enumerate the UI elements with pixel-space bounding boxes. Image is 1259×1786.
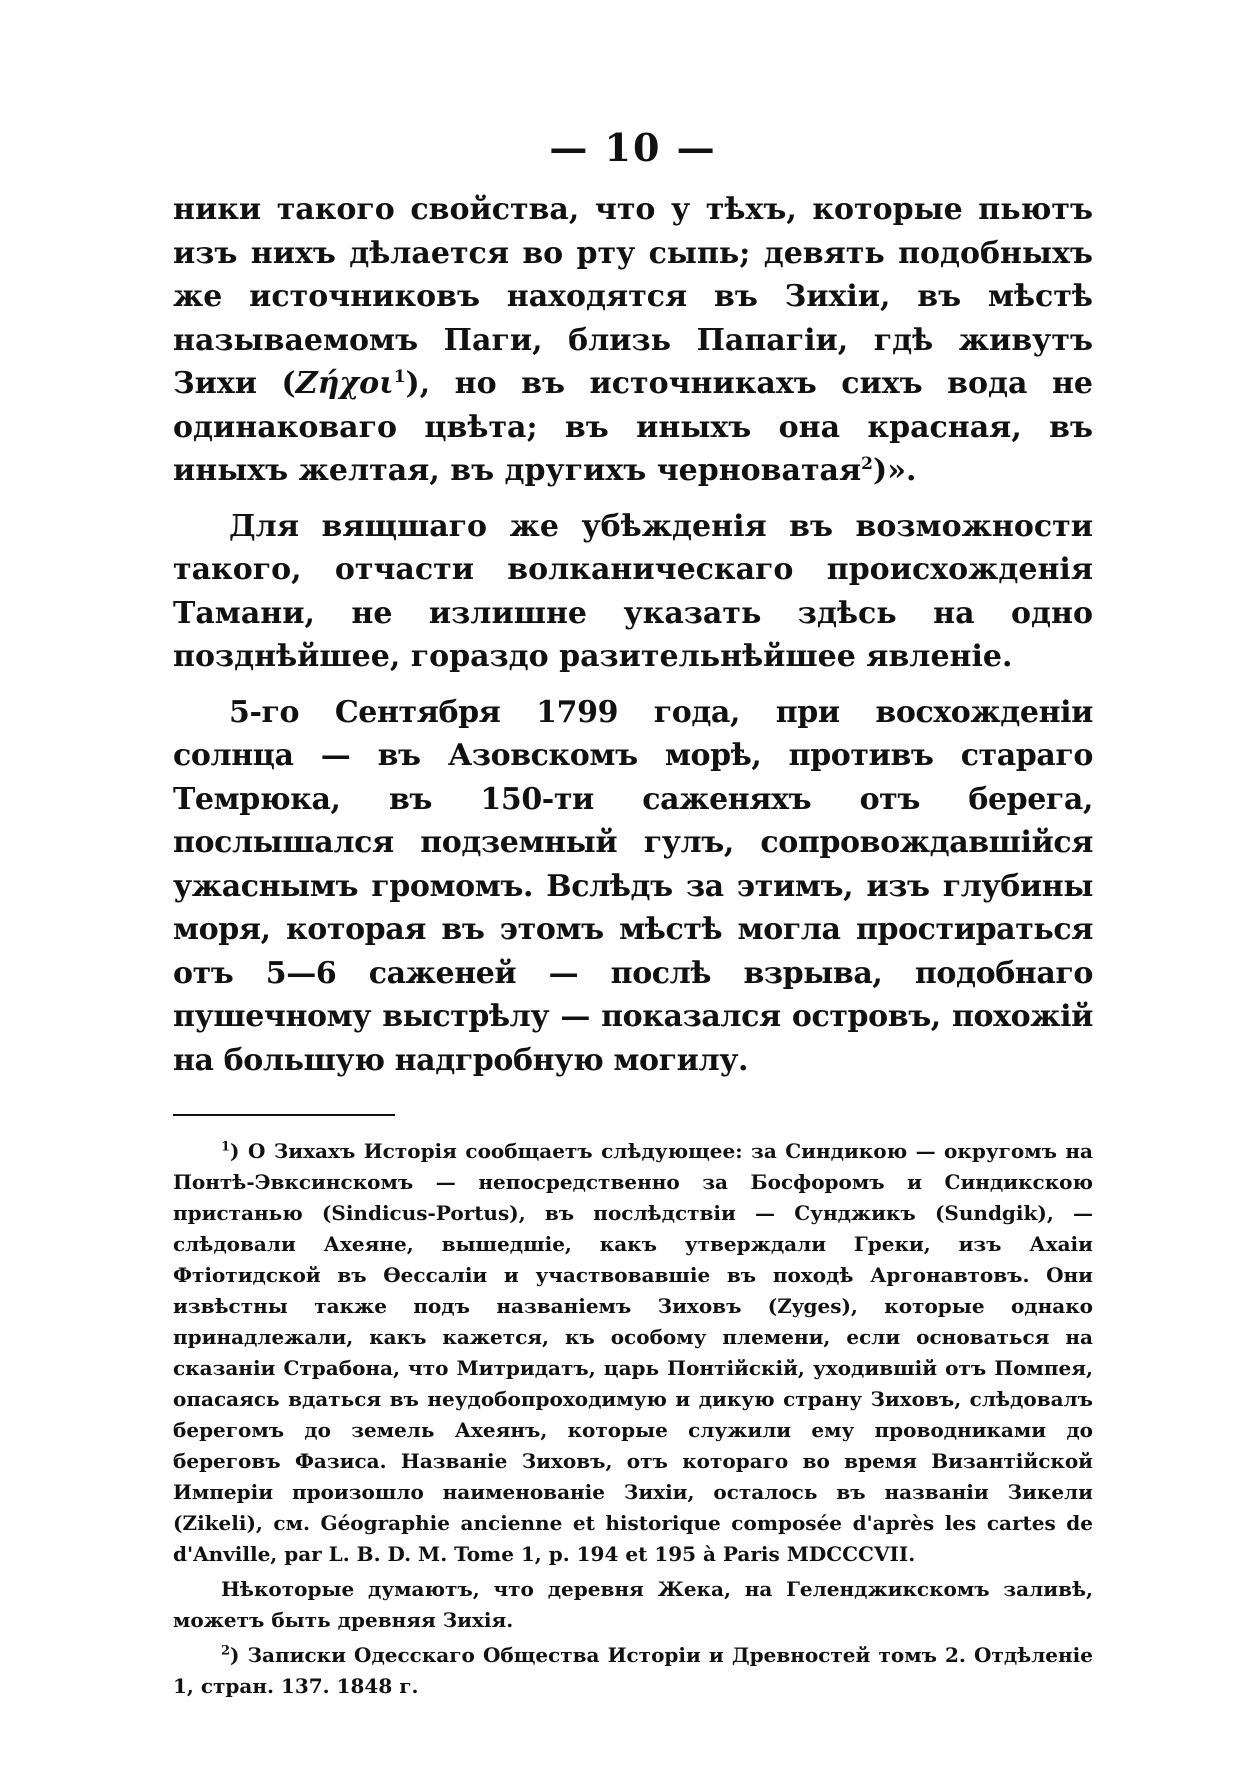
- paragraph-text: ники такого свойства, что у тѣхъ, которые пьютъ изъ нихъ дѣлается во рту сыпь; девять подобныхъ же источниковъ находятся въ Зихіи, въ мѣстѣ называемомъ Паги, близь Папагіи, гдѣ живутъ Зихи (: [173, 192, 1093, 401]
- greek-word: Ζήχοι: [295, 366, 394, 401]
- footnote-2: [173, 1640, 1093, 1702]
- footnotes: [173, 1136, 1093, 1702]
- footnote-1: [173, 1136, 1093, 1570]
- footnote-ref-2: 2: [861, 454, 873, 474]
- footnote-text: ) О Зихахъ Исторія сообщаетъ слѣдующее: за Синдикою — округомъ на Понтѣ-Эвксинскомъ — непосредственно за Босфоромъ и Синдикскою пристанью (Sindicus-Portus), въ послѣдствіи — Сунджикъ (Sundgik), — слѣдовали Ахеяне, вышедшіе, какъ утверждали Греки, изъ Ахаіи Фтіотидской въ Ѳессаліи и участвовавшіе въ походѣ Аргонавтовъ. Они извѣстны также подъ названіемъ Зиховъ (Zyges), которые однако принадлежали, какъ кажется, къ особому племени, если основаться на сказаніи Страбона, что Митридатъ, царь Понтійскій, уходившій отъ Помпея, опасаясь вдаться въ неудобопроходимую и дикую страну Зиховъ, слѣдовалъ берегомъ до земель Ахеянъ, которые служили ему проводниками до береговъ Фазиса. Названіе Зиховъ, отъ котораго во время Византійской Имперіи произошло наименованіе Зихіи, осталось въ названіи Зикели (Zikeli), см. Géographie ancienne et historique composée d'après les cartes de d'Anville, par L. B. D. M. Tome 1, p. 194 et 195 à Paris MDCCCVII.: [173, 1139, 1093, 1566]
- main-text: [173, 188, 1093, 1082]
- footnote-1-note: Нѣкоторые думаютъ, что деревня Жека, на Геленджикскомъ заливѣ, можетъ быть древняя Зихія.: [173, 1577, 1093, 1632]
- paragraph-continuation: [173, 188, 1093, 493]
- paragraph-1799-event: 5-го Сентября 1799 года, при восхожденіи солнца — въ Азовскомъ морѣ, противъ стараго Темрюка, въ 150-ти саженяхъ отъ берега, послышался подземный гулъ, сопровождавшійся ужаснымъ громомъ. Вслѣдъ за этимъ, изъ глубины моря, которая въ этомъ мѣстѣ могла простираться отъ 5—6 саженей — послѣ взрыва, подобнаго пушечному выстрѣлу — показался островъ, похожій на большую надгробную могилу.: [173, 694, 1093, 1078]
- footnote-text: ) Записки Одесскаго Общества Исторіи и Древностей томъ 2. Отдѣленіе 1, стран. 137. 1848 г.: [173, 1643, 1093, 1698]
- paragraph-text: )».: [873, 453, 917, 488]
- footnote-divider: [173, 1114, 395, 1116]
- page-number: — 10 —: [549, 125, 717, 170]
- book-page: [173, 118, 1093, 1702]
- footnote-mark: 2: [221, 1643, 231, 1659]
- paragraph-volcanic: Для вящшаго же убѣжденія въ возможности такого, отчасти волканическаго происхожденія Тамани, не излишне указать здѣсь на одно позднѣйшее, гораздо разительнѣйшее явленіе.: [173, 508, 1093, 674]
- footnote-mark: 1: [221, 1139, 231, 1155]
- footnote-ref-1: 1: [393, 367, 406, 387]
- paragraph-text: ), но въ источникахъ сихъ вода не одинаковаго цвѣта; въ иныхъ она красная, въ иныхъ желтая, въ другихъ черноватая: [173, 366, 1093, 488]
